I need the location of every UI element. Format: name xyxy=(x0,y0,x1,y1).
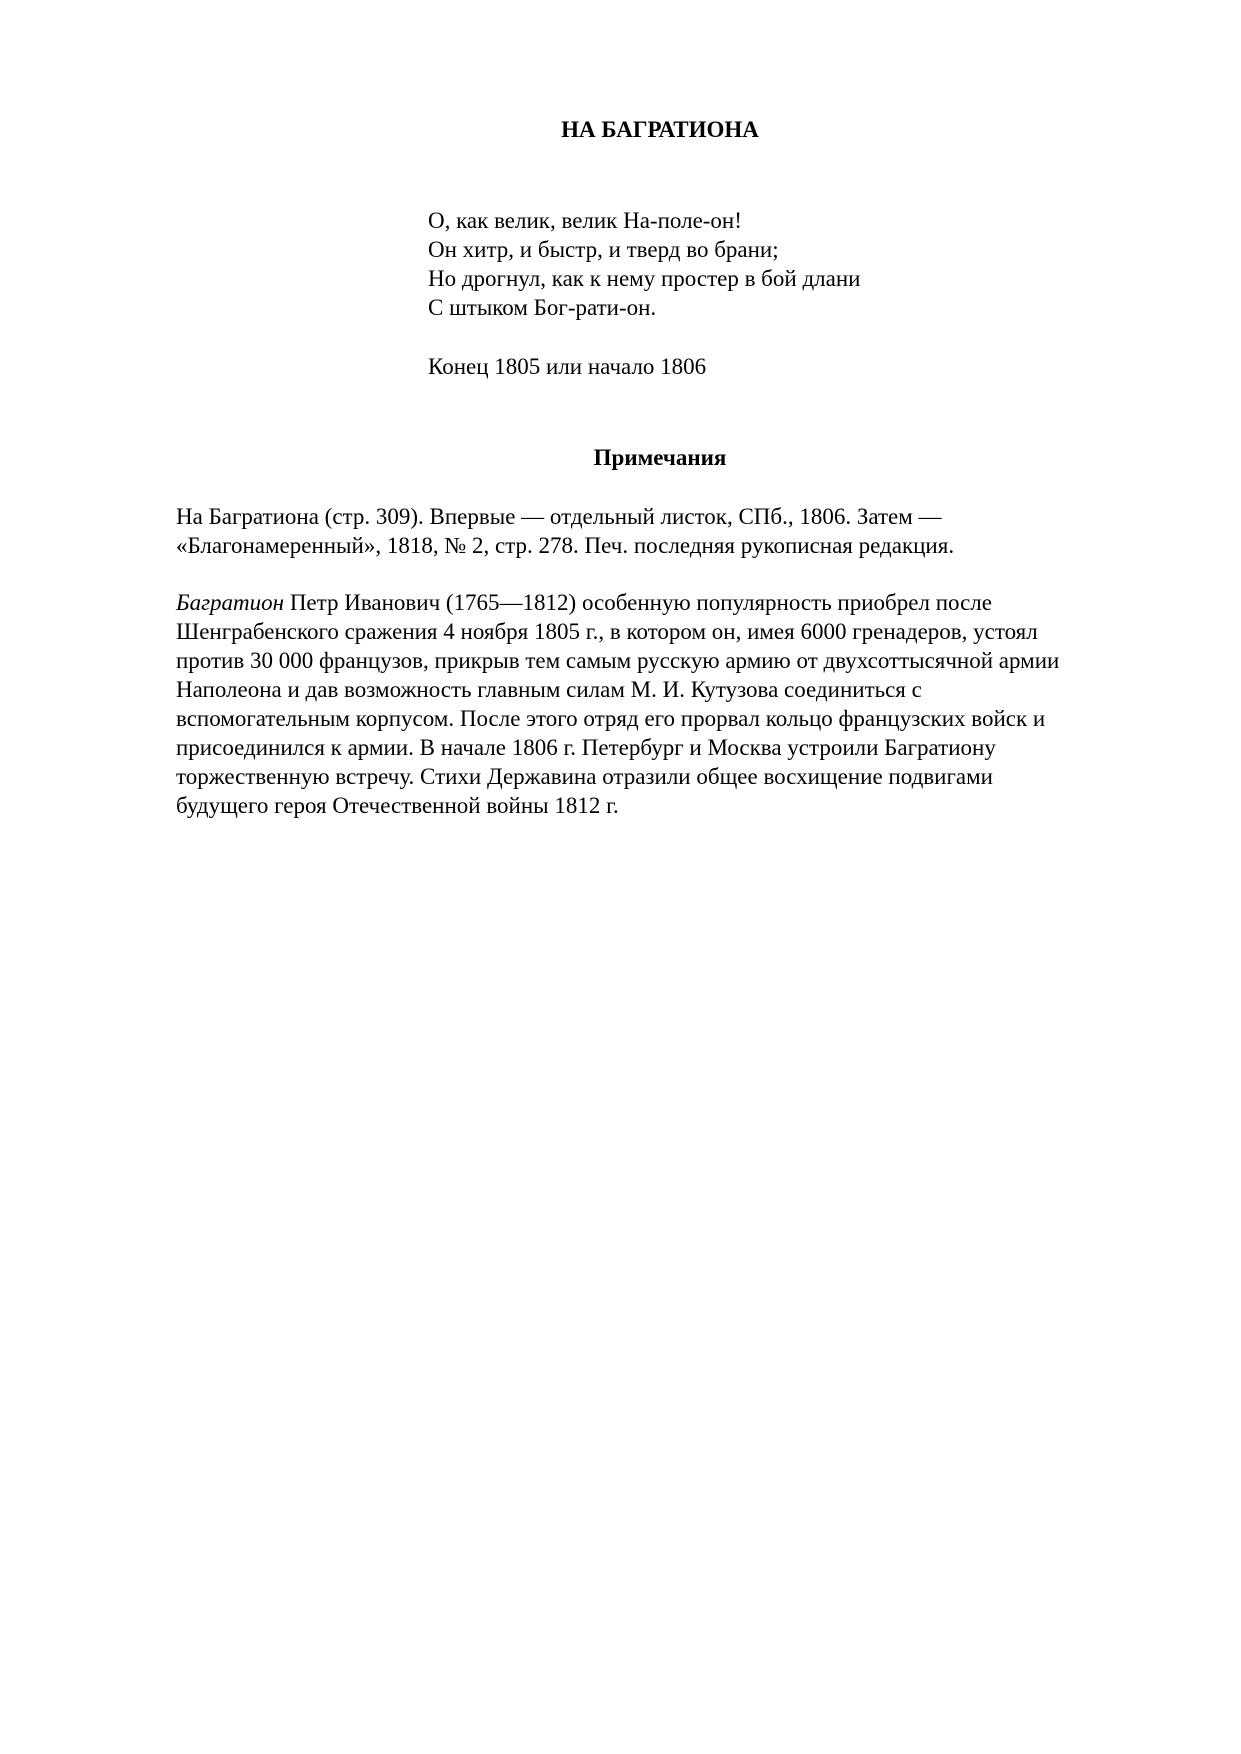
note-line: будущего героя Отечественной войны 1812 г. xyxy=(176,793,619,818)
note-line: вспомогательным корпусом. После этого отряд его прорвал кольцо французских войск и xyxy=(176,706,1046,731)
note-line: против 30 000 французов, прикрыв тем самым русскую армию от двухсоттысячной армии xyxy=(176,648,1060,673)
notes-heading: Примечания xyxy=(593,445,727,470)
poem-date: Конец 1805 или начало 1806 xyxy=(428,354,707,379)
note-paragraph-source xyxy=(176,502,1156,560)
poem-body xyxy=(428,206,860,322)
note-line: присоединился к армии. В начале 1806 г. Петербург и Москва устроили Багратиону xyxy=(176,735,996,760)
poem-line: Он хитр, и быстр, и тверд во брани; xyxy=(428,237,779,262)
note-paragraph-biography xyxy=(176,588,1156,820)
note-line-rest: Петр Иванович (1765—1812) особенную популярность приобрел после xyxy=(284,590,992,615)
note-line: Наполеона и дав возможность главным силам М. И. Кутузова соединиться с xyxy=(176,677,922,702)
note-line xyxy=(176,588,1156,617)
note-line: На Багратиона (стр. 309). Впервые — отдельный листок, СПб., 1806. Затем — xyxy=(176,504,942,529)
note-line: «Благонамеренный», 1818, № 2, стр. 278. Печ. последняя рукописная редакция. xyxy=(176,533,955,558)
poem-title: НА БАГРАТИОНА xyxy=(561,117,759,142)
note-line: торжественную встречу. Стихи Державина отразили общее восхищение подвигами xyxy=(176,764,993,789)
note-italic-name: Багратион xyxy=(176,590,285,615)
poem-line: О, как велик, велик На-поле-он! xyxy=(428,208,742,233)
poem-line: Но дрогнул, как к нему простер в бой длани xyxy=(428,266,861,291)
poem-line: С штыком Бог-рати-он. xyxy=(428,295,657,320)
note-line: Шенграбенского сражения 4 ноября 1805 г., в котором он, имея 6000 гренадеров, устоял xyxy=(176,619,1038,644)
